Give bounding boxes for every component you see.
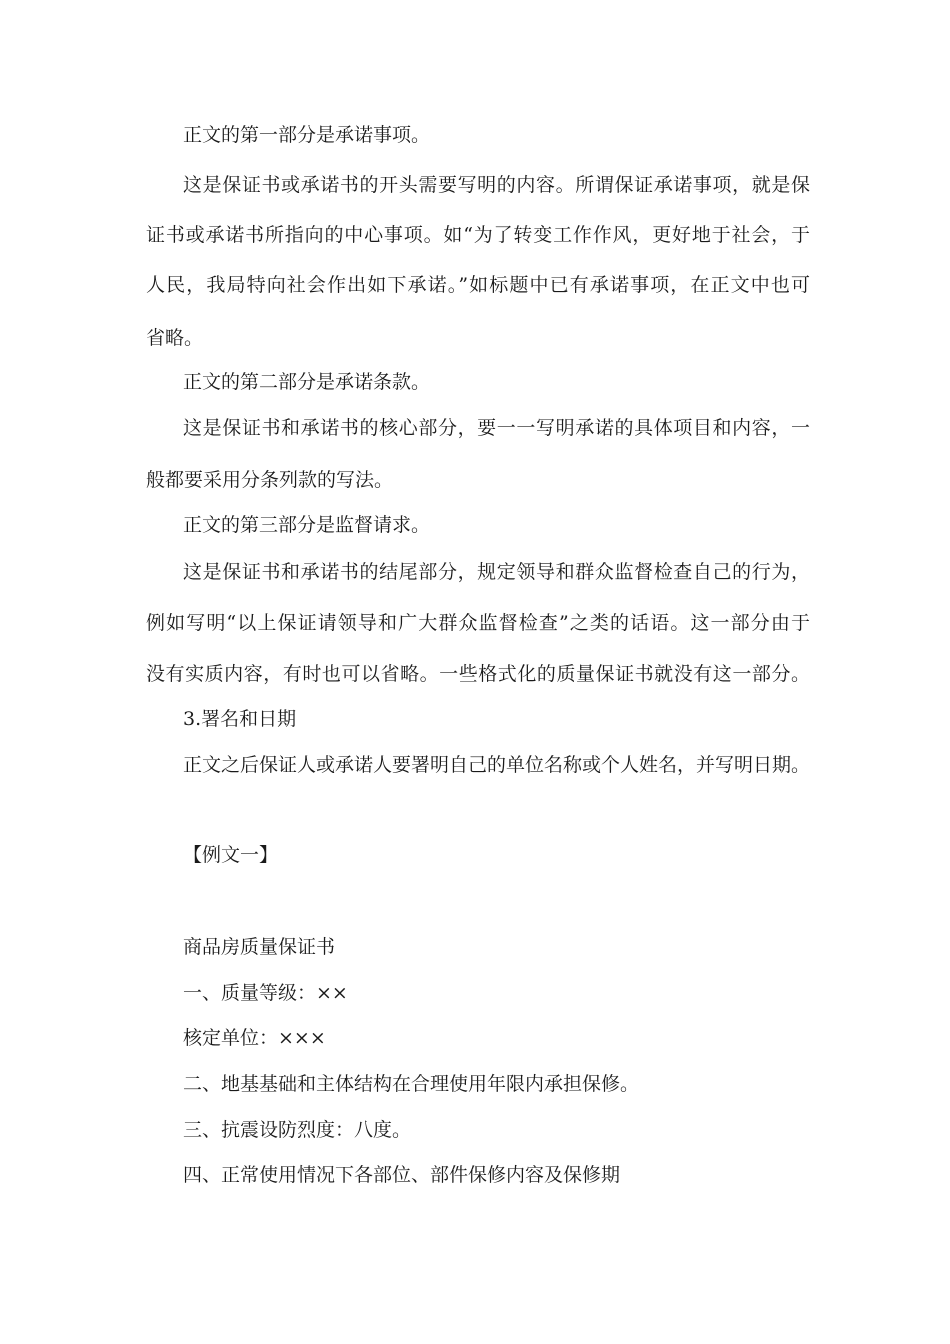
paragraph-line: 省略。 <box>146 327 204 349</box>
example-item: 二、地基基础和主体结构在合理使用年限内承担保修。 <box>183 1073 640 1095</box>
example-item: 三、抗震设防烈度：八度。 <box>183 1119 412 1141</box>
example-item: 核定单位：××× <box>183 1027 326 1049</box>
example-title: 商品房质量保证书 <box>183 936 336 958</box>
paragraph-line: 证书或承诺书所指向的中心事项。如“为了转变工作作风，更好地于社会，于 <box>146 224 810 246</box>
paragraph-line: 没有实质内容，有时也可以省略。一些格式化的质量保证书就没有这一部分。 <box>146 663 810 685</box>
paragraph-heading: 正文的第二部分是承诺条款。 <box>183 371 431 393</box>
example-heading: 【例文一】 <box>183 844 279 866</box>
paragraph-line: 这是保证书和承诺书的核心部分，要一一写明承诺的具体项目和内容，一 <box>183 417 810 439</box>
paragraph-heading: 正文的第一部分是承诺事项。 <box>183 124 431 146</box>
paragraph-line: 般都要采用分条列款的写法。 <box>146 469 394 491</box>
example-item: 四、正常使用情况下各部位、部件保修内容及保修期 <box>183 1164 621 1186</box>
paragraph-line: 人民，我局特向社会作出如下承诺。”如标题中已有承诺事项，在正文中也可 <box>146 274 810 296</box>
paragraph-line: 这是保证书和承诺书的结尾部分，规定领导和群众监督检查自己的行为， <box>183 561 810 583</box>
example-item: 一、质量等级：×× <box>183 982 348 1004</box>
paragraph-line: 例如写明“以上保证请领导和广大群众监督检查”之类的话语。这一部分由于 <box>146 612 810 634</box>
section-heading: 3.署名和日期 <box>183 708 297 730</box>
paragraph-line: 这是保证书或承诺书的开头需要写明的内容。所谓保证承诺事项，就是保 <box>183 174 810 196</box>
paragraph-heading: 正文的第三部分是监督请求。 <box>183 514 431 536</box>
paragraph-line: 正文之后保证人或承诺人要署明自己的单位名称或个人姓名，并写明日期。 <box>183 754 811 776</box>
